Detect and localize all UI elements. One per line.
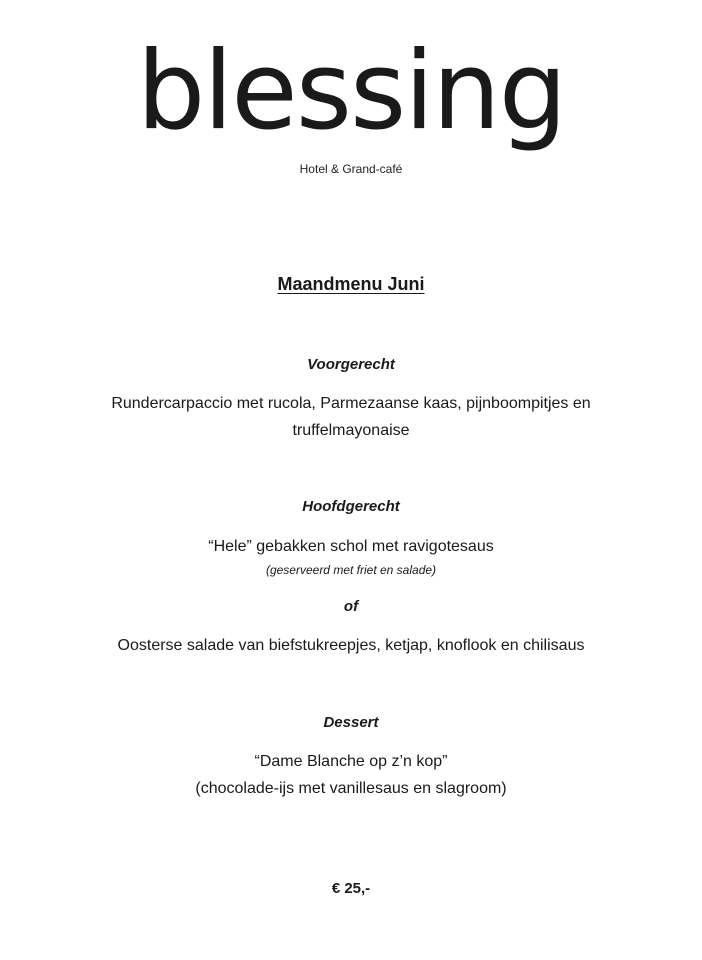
menu-title: Maandmenu Juni	[277, 274, 425, 294]
dessert-dish	[0, 748, 702, 802]
dessert-heading: Dessert	[323, 714, 379, 731]
main-option-1: “Hele” gebakken schol met ravigotesaus	[208, 538, 494, 555]
menu-price: € 25,-	[331, 880, 371, 897]
main-separator: of	[343, 598, 359, 615]
dessert-dish-line-1: “Dame Blanche op z’n kop”	[254, 753, 448, 770]
logo	[0, 28, 702, 158]
main-heading: Hoofdgerecht	[302, 498, 400, 515]
dessert-dish-line-2: (chocolade-ijs met vanillesaus en slagroom)	[195, 780, 507, 797]
main-option-2: Oosterse salade van biefstukreepjes, ketjap, knoflook en chilisaus	[117, 637, 585, 654]
starter-dish	[0, 390, 702, 444]
starter-heading: Voorgerecht	[307, 356, 395, 373]
hotel-subtitle: Hotel & Grand-café	[299, 162, 403, 176]
starter-dish-line-1: Rundercarpaccio met rucola, Parmezaanse kaas, pijnboompitjes en	[111, 395, 591, 412]
starter-dish-line-2: truffelmayonaise	[292, 422, 410, 439]
blessing-logo-icon	[136, 28, 566, 158]
svg-text:blessing: blessing	[136, 29, 566, 154]
main-option-1-note: (geserveerd met friet en salade)	[265, 563, 437, 577]
